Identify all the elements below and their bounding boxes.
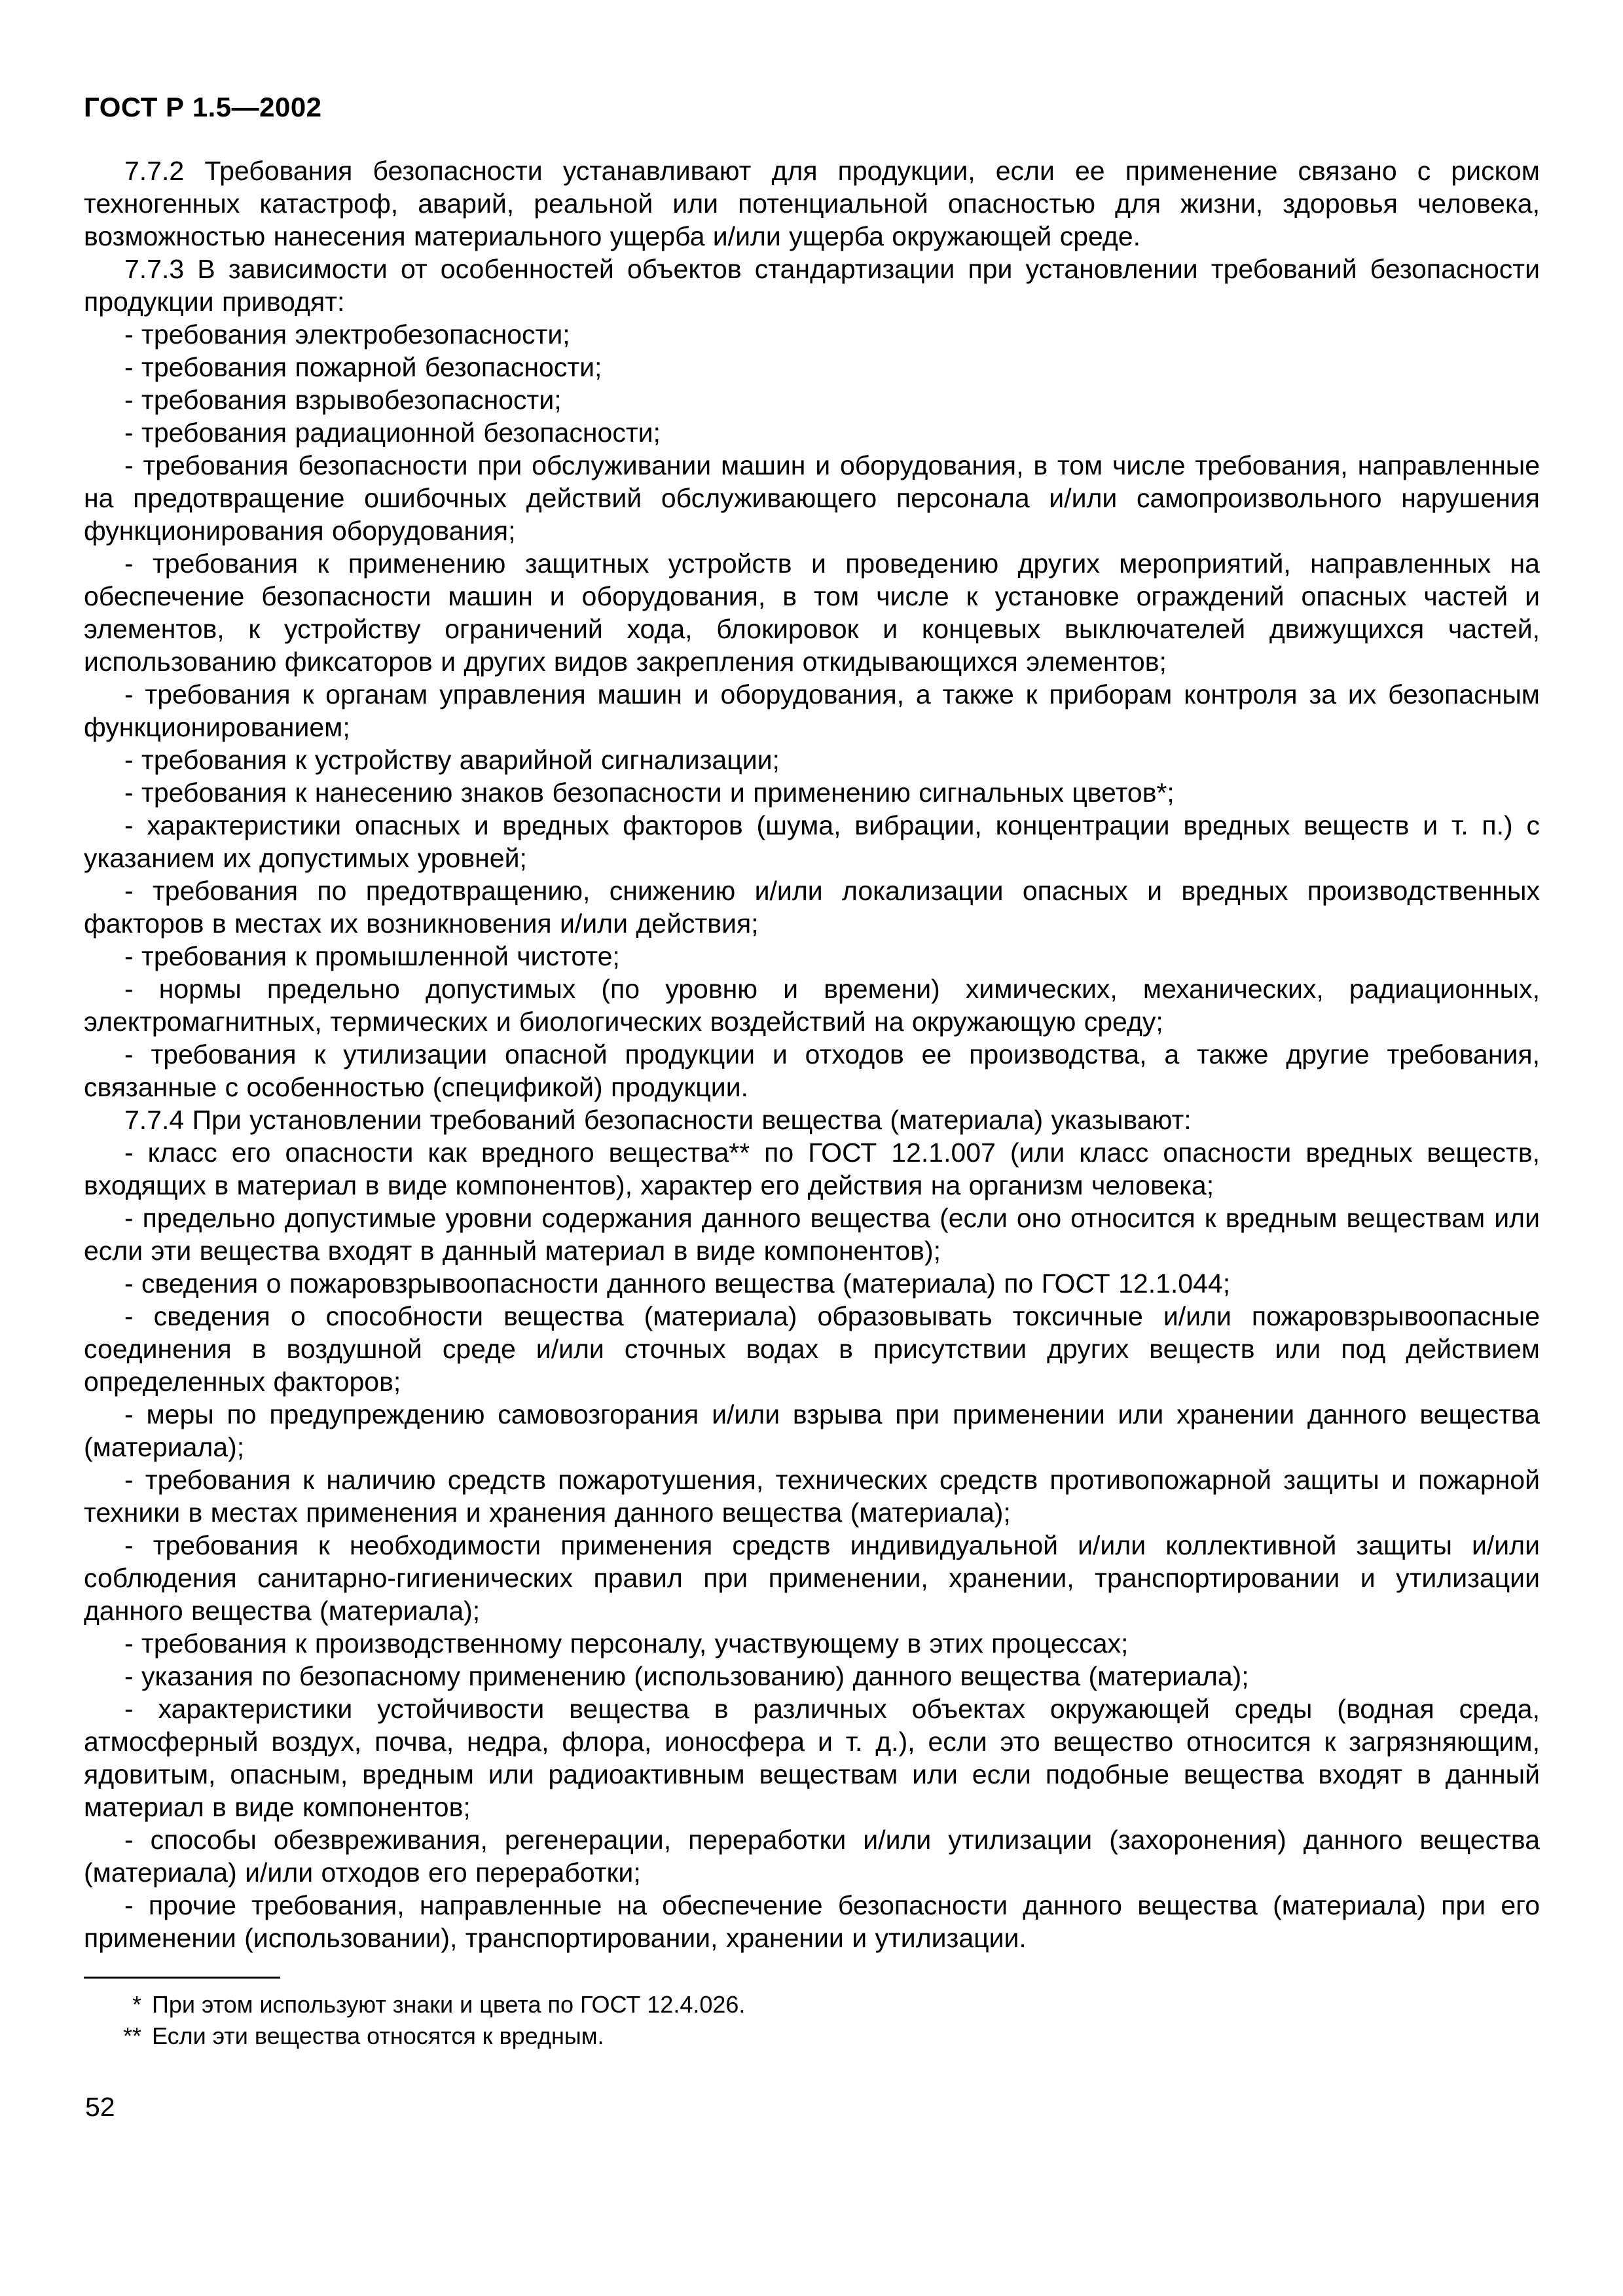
list-item: - требования к устройству аварийной сигнализации;: [124, 745, 780, 775]
list-item: - предельно допустимые уровни содержания данного вещества (если оно относится к вредным веществам или если эти вещества входят в данный материал в виде компонентов);: [84, 1203, 1540, 1266]
document-body: [84, 154, 1540, 2052]
footnote: [84, 1989, 1540, 2020]
list-item: - требования радиационной безопасности;: [124, 418, 661, 448]
list-item: - требования электробезопасности;: [124, 319, 570, 350]
list-item: - класс его опасности как вредного вещества** по ГОСТ 12.1.007 (или класс опасности вредных веществ, входящих в материал в виде компонентов), характер его действия на организм человека;: [84, 1138, 1540, 1200]
list-item: - требования к необходимости применения средств индивидуальной и/или коллективной защиты и/или соблюдения санитарно-гигиенических правил при применении, хранении, транспортировании и утилизации данного вещества (материала);: [84, 1530, 1540, 1626]
footnote-separator: [84, 1977, 280, 1979]
list-item: - характеристики устойчивости вещества в различных объектах окружающей среды (водная среда, атмосферный воздух, почва, недра, флора, ионосфера и т. д.), если это вещество относится к загрязняющим, ядовитым, опасным, вредным или радиоактивным веществам или если подобные вещества входят в данный материал в виде компонентов;: [84, 1694, 1540, 1822]
paragraph: 7.7.3 В зависимости от особенностей объектов стандартизации при установлении требований безопасности продукции приводят:: [84, 254, 1540, 317]
footnote: [84, 2020, 1540, 2052]
list-item: - сведения о способности вещества (материала) образовывать токсичные и/или пожаровзрывоопасные соединения в воздушной среде и/или сточных водах в присутствии других веществ или под действием определенных факторов;: [84, 1301, 1540, 1397]
list-item: - требования к промышленной чистоте;: [124, 941, 620, 971]
footnote-marker: *: [132, 1991, 141, 2018]
list-item: - характеристики опасных и вредных факторов (шума, вибрации, концентрации вредных веществ и т. п.) с указанием их допустимых уровней;: [84, 810, 1540, 873]
page-number: 52: [85, 2092, 115, 2122]
paragraph: 7.7.2 Требования безопасности устанавливают для продукции, если ее применение связано с риском техногенных катастроф, аварий, реальной или потенциальной опасностью для жизни, здоровья человека, возможностью нанесения материального ущерба и/или ущерба окружающей среде.: [84, 156, 1540, 251]
list-item: - нормы предельно допустимых (по уровню и времени) химических, механических, радиационных, электромагнитных, термических и биологических воздействий на окружающую среду;: [84, 974, 1540, 1037]
list-item: - требования взрывобезопасности;: [124, 385, 562, 415]
list-item: - требования по предотвращению, снижению и/или локализации опасных и вредных производственных факторов в местах их возникновения и/или действия;: [84, 876, 1540, 939]
text-blocks: [84, 154, 1540, 1954]
document-code-header: ГОСТ Р 1.5—2002: [84, 92, 322, 122]
footnotes: [84, 1989, 1540, 2052]
footnote-text: При этом используют знаки и цвета по ГОСТ 12.4.026.: [152, 1991, 746, 2018]
list-item: - меры по предупреждению самовозгорания и/или взрыва при применении или хранении данного вещества (материала);: [84, 1399, 1540, 1462]
list-item: - требования пожарной безопасности;: [124, 352, 602, 382]
list-item: - требования к наличию средств пожаротушения, технических средств противопожарной защиты и пожарной техники в местах применения и хранения данного вещества (материала);: [84, 1465, 1540, 1528]
list-item: - прочие требования, направленные на обеспечение безопасности данного вещества (материала) при его применении (использовании), транспортировании, хранении и утилизации.: [84, 1890, 1540, 1953]
list-item: - сведения о пожаровзрывоопасности данного вещества (материала) по ГОСТ 12.1.044;: [124, 1268, 1231, 1299]
list-item: - требования к производственному персоналу, участвующему в этих процессах;: [124, 1628, 1129, 1659]
list-item: - требования безопасности при обслуживании машин и оборудования, в том числе требования, направленные на предотвращение ошибочных действий обслуживающего персонала и/или самопроизвольного нарушения функционирования оборудования;: [84, 450, 1540, 546]
footnote-text: Если эти вещества относятся к вредным.: [152, 2022, 604, 2049]
list-item: - способы обезвреживания, регенерации, переработки и/или утилизации (захоронения) данного вещества (материала) и/или отходов его переработки;: [84, 1825, 1540, 1888]
list-item: - требования к применению защитных устройств и проведению других мероприятий, направленных на обеспечение безопасности машин и оборудования, в том числе к установке ограждений опасных частей и элементов, к устройству ограничений хода, блокировок и концевых выключателей движущихся частей, использованию фиксаторов и других видов закрепления откидывающихся элементов;: [84, 548, 1540, 677]
paragraph: 7.7.4 При установлении требований безопасности вещества (материала) указывают:: [124, 1105, 1192, 1135]
list-item: - требования к утилизации опасной продукции и отходов ее производства, а также другие требования, связанные с особенностью (спецификой) продукции.: [84, 1039, 1540, 1102]
list-item: - требования к органам управления машин и оборудования, а также к приборам контроля за их безопасным функционированием;: [84, 679, 1540, 742]
footnote-marker: **: [122, 2022, 141, 2049]
list-item: - требования к нанесению знаков безопасности и применению сигнальных цветов*;: [124, 778, 1175, 808]
list-item: - указания по безопасному применению (использованию) данного вещества (материала);: [124, 1661, 1249, 1691]
